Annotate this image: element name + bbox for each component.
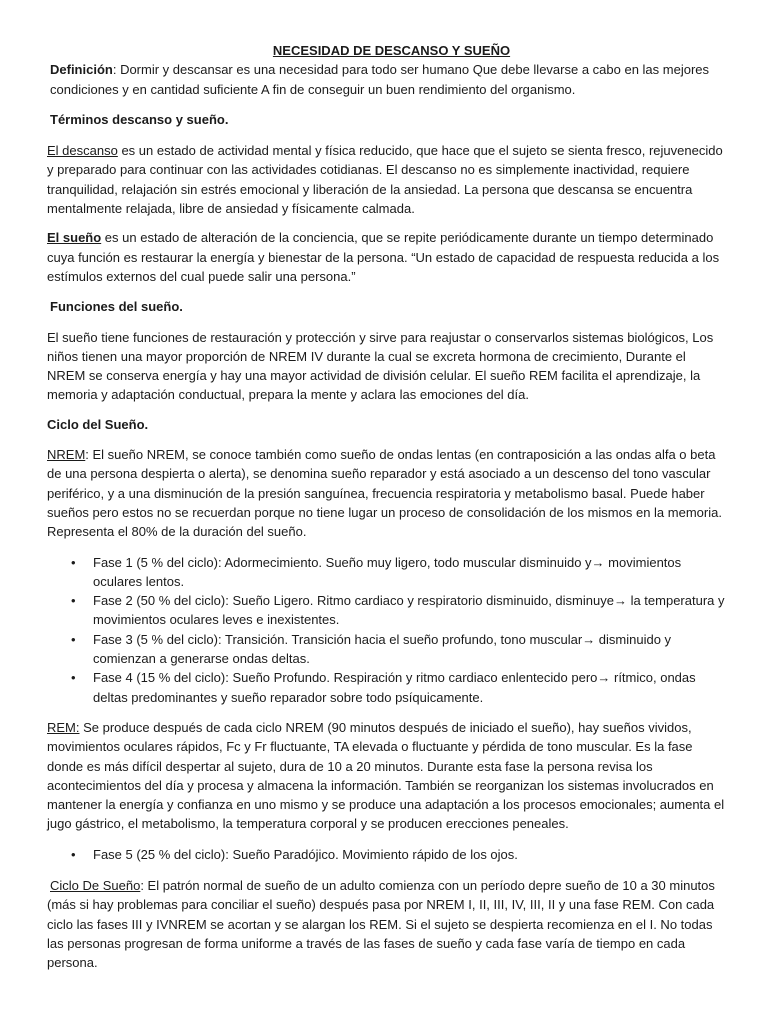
bullet-icon: • <box>71 670 76 686</box>
fases-rem-list <box>47 845 726 864</box>
terminos-heading: Términos descanso y sueño. <box>50 111 229 127</box>
list-item <box>47 630 726 669</box>
fase-text: Fase 3 (5 % del ciclo): Transición. Transición hacia el sueño profundo, tono muscular→ disminuido y comienzan a generarse ondas deltas. <box>93 631 672 667</box>
funciones-paragraph: El sueño tiene funciones de restauración y protección y sirve para reajustar o conservarlos sistemas biológicos, Los niños tienen una mayor proporción de NREM IV durante la cual se excreta hormona de crecimiento, Durante el NREM se conserva energía y hay una mayor actividad de división celular. El sueño REM facilita el aprendizaje, la memoria y adaptación conductual, prepara la mente y aclara las emociones del día. <box>47 329 714 403</box>
ciclo-de-sueno-paragraph <box>47 876 726 972</box>
fase-text: Fase 4 (15 % del ciclo): Sueño Profundo. Respiración y ritmo cardiaco enlentecido pero→ rítmico, ondas deltas predominantes y sueño reparador sobre todo psíquicamente. <box>93 670 696 705</box>
rem-paragraph <box>47 718 726 834</box>
fase-text: Fase 1 (5 % del ciclo): Adormecimiento. Sueño muy ligero, todo muscular disminuido y→ movimientos oculares lentos. <box>93 554 682 589</box>
fase-text: Fase 5 (25 % del ciclo): Sueño Paradójico. Movimiento rápido de los ojos. <box>93 846 518 862</box>
definicion-label: Definición <box>50 62 113 78</box>
list-item <box>47 845 726 864</box>
descanso-text: es un estado de actividad mental y física reducido, que hace que el sujeto se sienta fresco, rejuvenecido y preparado para continuar con las actividades cotidianas. El descanso no es simplemente inactividad, requiere tranquilidad, relajación sin estrés emocional y liberación de la ansiedad. La persona que descansa se encuentra mentalmente relajada, libre de ansiedad y físicamente calmada. <box>47 143 723 217</box>
descanso-paragraph <box>47 141 726 218</box>
ciclo-de-sueno-text: : El patrón normal de sueño de un adulto comienza con un período depre sueño de 10 a 30 minutos (más si hay problemas para conciliar el sueño) después pasa por NREM I, II, III, IV, III, II y una fase REM. Con cada ciclo las fases III y IVNREM se acortan y se alargan los REM. Si el sujeto se despierta recomienza en el I. No todas las personas progresan de forma uniforme a través de las fases de sueño y cada fase varía de tiempo en cada persona. <box>47 877 715 971</box>
ciclo-de-sueno-term: Ciclo De Sueño <box>50 877 141 893</box>
nrem-text: : El sueño NREM, se conoce también como sueño de ondas lentas (en contraposición a las ondas alfa o beta de una persona despierta o alerta), se denomina sueño reparador y está asociado a un descenso del tono vascular periférico, y a una disminución de la presión sanguínea, frecuencia respiratoria y metabolismo basal. Puede haber sueños pero estos no se recuerdan porque no tiene lugar un proceso de consolidación de los mismos en la memoria. Representa el 80% de la duración del sueño. <box>47 447 722 540</box>
bullet-icon: • <box>71 554 76 570</box>
descanso-term: El descanso <box>47 143 118 159</box>
list-item <box>47 553 726 592</box>
ciclo-heading: Ciclo del Sueño. <box>47 416 149 432</box>
fases-nrem-list <box>47 553 726 707</box>
bullet-icon: • <box>71 846 76 862</box>
rem-text: Se produce después de cada ciclo NREM (90 minutos después de iniciado el sueño), hay sueños vividos, movimientos oculares rápidos, Fc y Fr fluctuante, TA elevada o fluctuante y pérdida de tono muscular. Es la fase donde es más difícil despertar al sujeto, dura de 10 a 20 minutos. Durante esta fase la persona revisa los acontecimientos del día y procesa y almacena la información. También se reorganizan los sistemas involucrados en mantener la energía y confianza en uno mismo y se produce una adaptación a los procesos emocionales; aumenta el jugo gástrico, el metabolismo, la temperatura corporal y se producen erecciones peneales. <box>47 719 725 832</box>
bullet-icon: • <box>71 593 76 609</box>
list-item <box>47 668 726 707</box>
sueno-paragraph <box>47 228 726 286</box>
nrem-term: NREM <box>47 447 86 463</box>
sueno-term: El sueño <box>47 230 102 246</box>
nrem-paragraph <box>47 445 726 541</box>
list-item <box>47 591 726 630</box>
fase-text: Fase 2 (50 % del ciclo): Sueño Ligero. Ritmo cardiaco y respiratorio disminuido, disminuye→ la temperatura y movimientos oculares leves e inexistentes. <box>93 593 725 628</box>
page-title: NECESIDAD DE DESCANSO Y SUEÑO <box>272 43 511 58</box>
funciones-heading: Funciones del sueño. <box>50 299 183 315</box>
definicion-text: : Dormir y descansar es una necesidad para todo ser humano Que debe llevarse a cabo en las mejores condiciones y en cantidad suficiente A fin de conseguir un buen rendimiento del organismo. <box>50 62 710 97</box>
definicion-paragraph <box>47 60 726 99</box>
rem-term: REM: <box>47 719 80 735</box>
sueno-text: es un estado de alteración de la conciencia, que se repite periódicamente durante un tiempo determinado cuya función es restaurar la energía y bienestar de la persona. “Un estado de capacidad de respuesta reducida a los estímulos externos del cual puede salir una persona.” <box>47 230 720 284</box>
bullet-icon: • <box>71 631 76 647</box>
